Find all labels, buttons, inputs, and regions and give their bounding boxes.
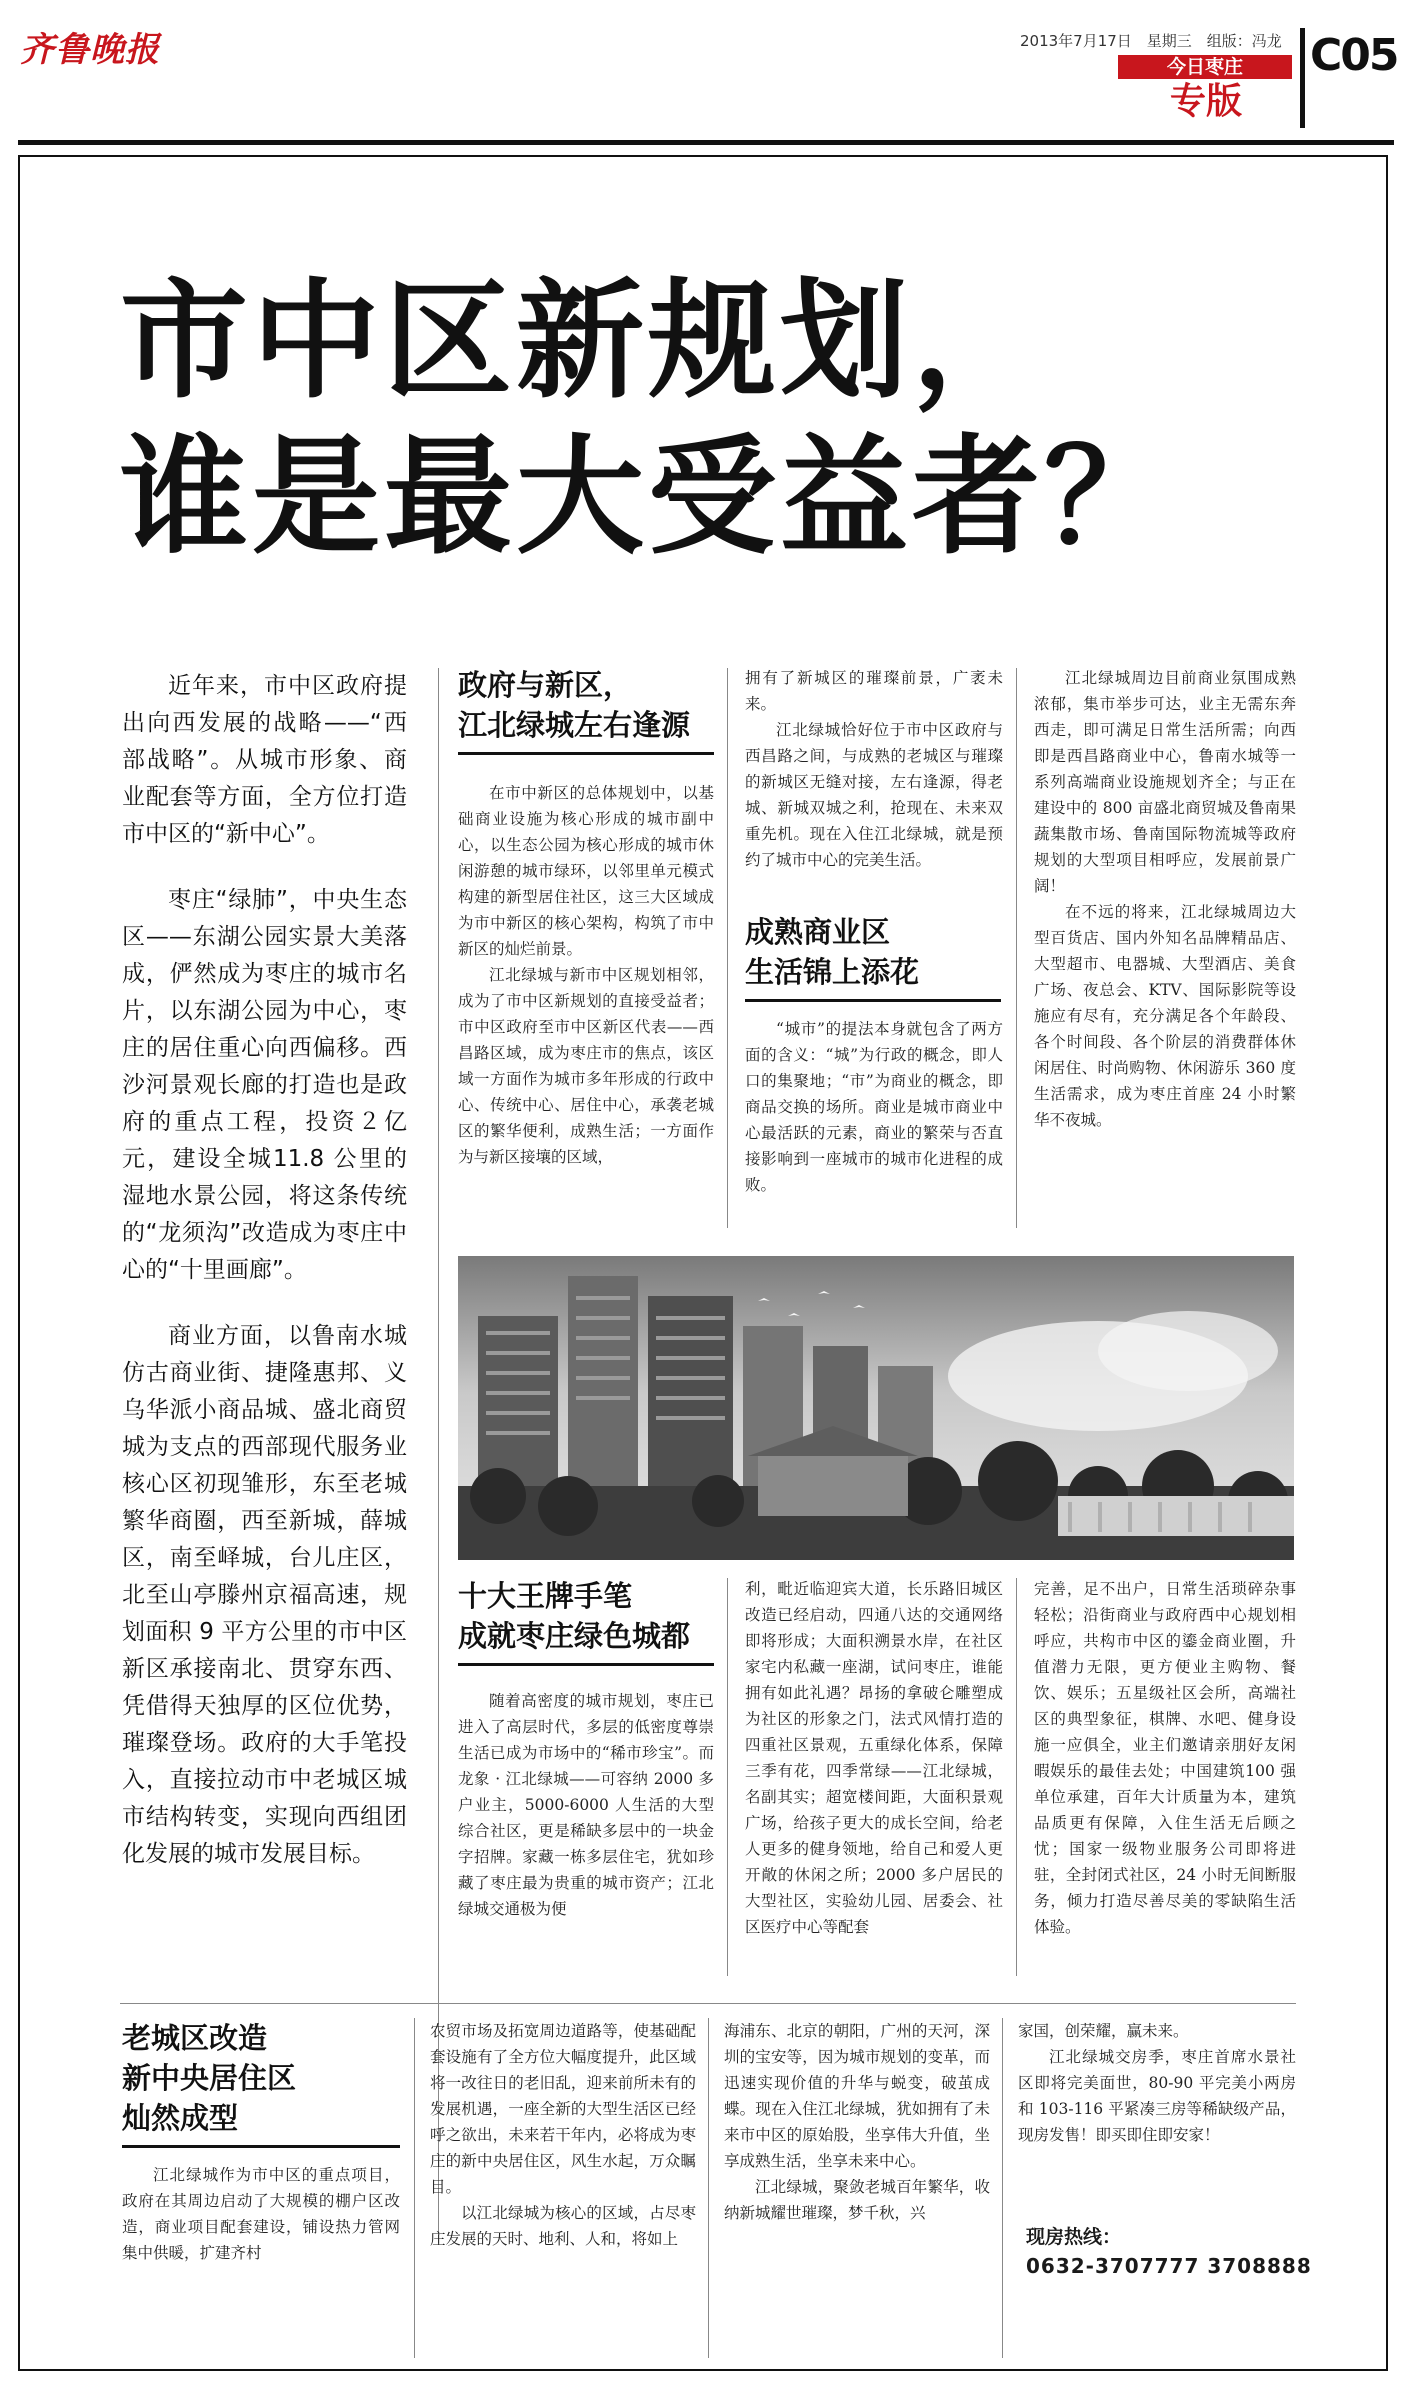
hotline-label: 现房热线： <box>1026 2226 1122 2248</box>
paragraph: 江北绿城周边目前商业氛围成熟浓郁，集市举步可达，业主无需东奔西走，即可满足日常生活所需；向西即是西昌路商业中心，鲁南水城等一系列高端商业设施规划齐全；与正在建设中的 800 亩盛北商贸城及鲁南果蔬集散市场、鲁南国际物流城等政府规划的大型项目相呼应，发展前景广阔！ <box>1034 669 1296 895</box>
paragraph: 利，毗近临迎宾大道，长乐路旧城区改造已经启动，四通八达的交通网络即将形成；大面积溯景水岸，在社区家宅内私藏一座湖，试问枣庄，谁能拥有如此礼遇？昂扬的拿破仑雕塑成为社区的形象之门，法式风情打造的四重社区景观，五重绿化体系，保障三季有花，四季常绿——江北绿城，名副其实；超宽楼间距，大面积景观广场，给孩子更大的成长空间，给老人更多的健身领地，给自己和爱人更开敞的休闲之所；2000 多户居民的大型社区，实验幼儿园、居委会、社区医疗中心等配套 <box>745 1580 1003 1936</box>
subhead-rule <box>458 1663 714 1666</box>
article-column <box>122 2162 400 2266</box>
subhead-ten-highlights <box>458 1576 718 1656</box>
paragraph: “城市”的提法本身就包含了两方面的含义：“城”为行政的概念，即人口的集聚地；“市”为商业的概念，即商品交换的场所。商业是城市商业中心最活跃的元素，商业的繁荣与否直接影响到一座城市的城市化进程的成败。 <box>745 1020 1003 1194</box>
paragraph: 在不远的将来，江北绿城周边大型百货店、国内外知名品牌精品店、大型超市、电器城、大型酒店、美食广场、夜总会、KTV、国际影院等设施应有尽有，充分满足各个年龄段、各个时间段、各个阶层的消费群体休闲居住、时尚购物、休闲游乐 360 度生活需求，成为枣庄首座 24 小时繁华不夜城。 <box>1034 903 1296 1129</box>
dateline: 2013年7月17日 星期三 组版：冯龙 <box>1020 32 1282 50</box>
column-rule <box>1016 668 1017 1228</box>
column-rule <box>414 2018 415 2358</box>
paragraph: 随着高密度的城市规划，枣庄已进入了高层时代，多层的低密度尊崇生活已成为市场中的“稀市珍宝”。而龙象 · 江北绿城——可容纳 2000 多户业主，5000-6000 人生活的大型综合社区，更是稀缺多层中的一块金字招牌。家藏一栋多层住宅，犹如珍藏了枣庄最为贵重的城市资产；江北绿城交通极为便 <box>458 1692 714 1918</box>
article-column <box>458 1688 714 1922</box>
subhead-government-newdistrict <box>458 665 718 745</box>
article-column <box>745 665 1003 873</box>
subhead-rule <box>458 752 714 755</box>
paragraph: 拥有了新城区的璀璨前景，广袤未来。 <box>745 669 1003 713</box>
section-badge: 今日枣庄 <box>1118 55 1292 79</box>
article-column <box>745 1016 1003 1198</box>
top-rule <box>18 140 1394 145</box>
article-column <box>430 2018 696 2252</box>
column-rule <box>438 668 439 2243</box>
subhead-line: 生活锦上添花 <box>745 955 920 989</box>
paragraph: 以江北绿城为核心的区域，占尽枣庄发展的天时、地利、人和，将如上 <box>430 2204 696 2248</box>
paragraph: 农贸市场及拓宽周边道路等，使基础配套设施有了全方位大幅度提升，此区域将一改往日的老旧乱，迎来前所未有的发展机遇，一座全新的大型生活区已经呼之欲出，未来若干年内，必将成为枣庄的新中央居住区，风生水起，万众瞩目。 <box>430 2022 696 2196</box>
column-rule <box>727 668 728 1228</box>
paragraph: 江北绿城，聚敛老城百年繁华，收纳新城耀世璀璨，梦千秋，兴 <box>724 2178 990 2222</box>
article-column <box>1034 1576 1296 1940</box>
subhead-line: 十大王牌手笔 <box>458 1579 633 1613</box>
paragraph: 江北绿城恰好位于市中区政府与西昌路之间，与成熟的老城区与璀璨的新城区无缝对接，左右逢源，得老城、新城双城之利，抢现在、未来双重先机。现在入住江北绿城，就是预约了城市中心的完美生活。 <box>745 721 1003 869</box>
column-rule <box>1002 2018 1003 2358</box>
subhead-rule <box>122 2145 400 2148</box>
paragraph: 江北绿城交房季，枣庄首席水景社区即将完美面世，80-90 平完美小两房和 103-116 平紧凑三房等稀缺级产品，现房发售！即买即住即安家！ <box>1018 2048 1296 2144</box>
subhead-line: 新中央居住区 <box>122 2061 297 2095</box>
page-number: C05 <box>1310 30 1398 81</box>
subhead-line: 老城区改造 <box>122 2021 268 2055</box>
article-column <box>745 1576 1003 1940</box>
paragraph: 家国，创荣耀，赢未来。 <box>1018 2022 1189 2040</box>
subhead-line: 成就枣庄绿色城都 <box>458 1619 691 1653</box>
subhead-mature-commerce <box>745 912 1005 992</box>
column-rule <box>708 2018 709 2358</box>
section-rule <box>120 2003 1296 2004</box>
article-column <box>458 780 714 1170</box>
subhead-line: 江北绿城左右逢源 <box>458 708 691 742</box>
paragraph: 在市中新区的总体规划中，以基础商业设施为核心形成的城市副中心，以生态公园为核心形成的城市休闲游憩的城市绿环，以邻里单元模式构建的新型居住社区，这三大区域成为市中新区的核心架构，构筑了市中新区的灿烂前景。 <box>458 784 714 958</box>
subhead-line: 灿然成型 <box>122 2101 239 2135</box>
column-rule <box>727 1578 728 1976</box>
subhead-line: 成熟商业区 <box>745 915 891 949</box>
subhead-line: 政府与新区， <box>458 668 633 702</box>
building-rendering <box>458 1256 1294 1560</box>
article-column <box>724 2018 990 2226</box>
subhead-old-city <box>122 2018 402 2138</box>
paragraph: 完善，足不出户，日常生活琐碎杂事轻松；沿街商业与政府西中心规划相呼应，共构市中区的鎏金商业圈，升值潜力无限，更方便业主购物、餐饮、娱乐；五星级社区会所，高端社区的典型象征，棋牌、水吧、健身设施一应俱全，业主们邀请亲朋好友闲暇娱乐的最佳去处；中国建筑100 强单位承建，百年大计质量为本，建筑品质更有保障，入住生活无后顾之忧；国家一级物业服务公司即将进驻，全封闭式社区，24 小时无间断服务，倾力打造尽善尽美的零缺陷生活体验。 <box>1034 1580 1296 1936</box>
article-column <box>1018 2018 1296 2148</box>
lead-paragraph: 商业方面，以鲁南水城仿古商业街、捷隆惠邦、义乌华派小商品城、盛北商贸城为支点的西部现代服务业核心区初现雏形，东至老城繁华商圈，西至新城，薛城区，南至峄城，台儿庄区，北至山亭滕州京福高速，规划面积 9 平方公里的市中区新区承接南北、贯穿东西、凭借得天独厚的区位优势，璀璨登场。政府的大手笔投入，直接拉动市中老城区城市结构转变，实现向西组团化发展的城市发展目标。 <box>122 1323 407 1867</box>
headline-line-2: 谁是最大受益者？ <box>120 423 1177 572</box>
lead-paragraph: 近年来，市中区政府提出向西发展的战略——“西部战略”。从城市形象、商业配套等方面，全方位打造市中区的“新中心”。 <box>122 673 407 847</box>
article-column <box>1034 665 1296 1133</box>
masthead-logo: 齐鲁晚报 <box>20 30 160 70</box>
paragraph: 江北绿城与新市中区规划相邻，成为了市中区新规划的直接受益者；市中区政府至市中区新区代表——西昌路区域，成为枣庄市的焦点，该区域一方面作为城市多年形成的行政中心、传统中心、居住中心，承袭老城区的繁华便利，成熟生活；一方面作为与新区接壤的区域， <box>458 966 714 1166</box>
column-rule <box>1016 1578 1017 1976</box>
lead-column <box>122 668 407 1902</box>
subhead-rule <box>745 999 1001 1002</box>
header-divider <box>1300 28 1305 128</box>
headline-line-1: 市中区新规划， <box>120 267 1045 416</box>
edition-label: 专版 <box>1170 81 1243 122</box>
paragraph: 江北绿城作为市中区的重点项目，政府在其周边启动了大规模的棚户区改造，商业项目配套建设，铺设热力管网集中供暖，扩建齐村 <box>122 2166 400 2262</box>
hotline-number: 0632-3707777 3708888 <box>1026 2254 1312 2278</box>
building-photo <box>458 1256 1294 1560</box>
lead-paragraph: 枣庄“绿肺”，中央生态区——东湖公园实景大美落成，俨然成为枣庄的城市名片，以东湖公园为中心，枣庄的居住重心向西偏移。西沙河景观长廊的打造也是政府的重点工程，投资２亿元，建设全城11.8 公里的湿地水景公园，将这条传统的“龙须沟”改造成为枣庄中心的“十里画廊”。 <box>122 887 407 1283</box>
paragraph: 海浦东、北京的朝阳，广州的天河，深圳的宝安等，因为城市规划的变革，而迅速实现价值的升华与蜕变，破茧成蝶。现在入住江北绿城，犹如拥有了未来市中区的原始股，坐享伟大升值，坐享成熟生活，坐享未来中心。 <box>724 2022 990 2170</box>
